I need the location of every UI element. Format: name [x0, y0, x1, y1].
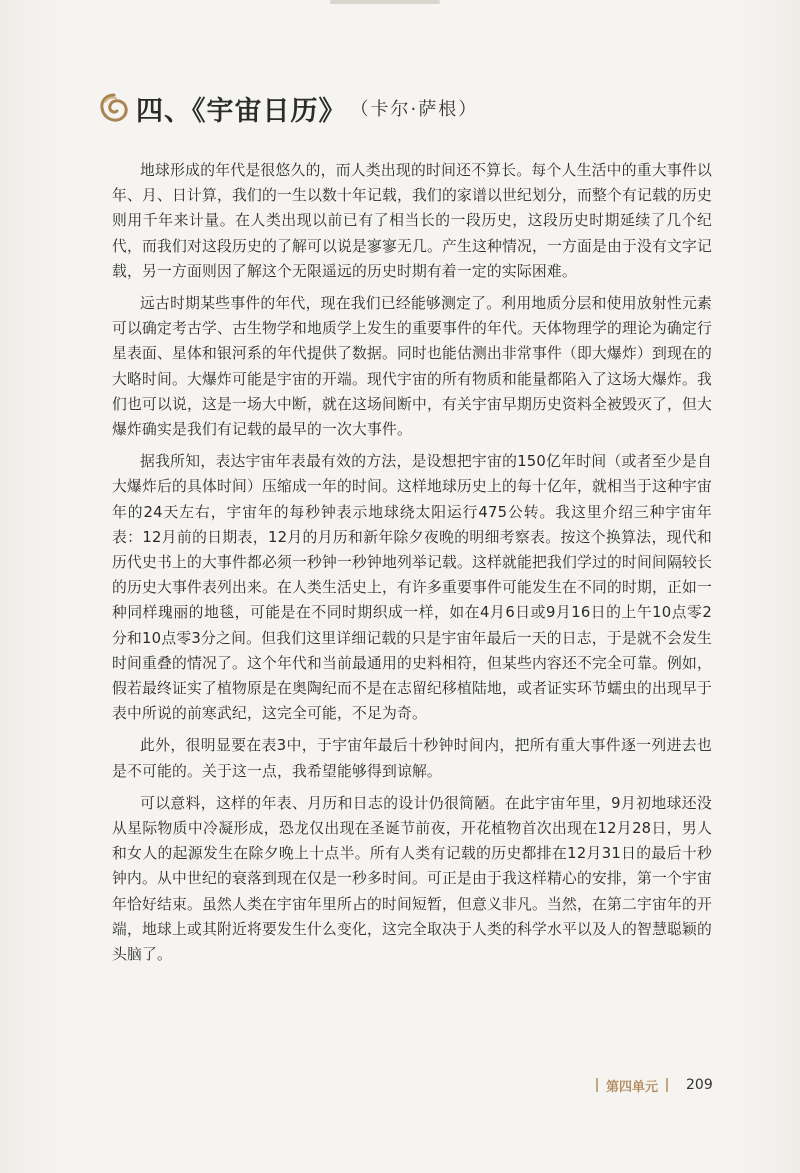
section-title: 四、《宇宙日历》 [136, 95, 347, 127]
section-heading [98, 88, 478, 128]
paragraph-2: 远古时期某些事件的年代，现在我们已经能够测定了。利用地质分层和使用放射性元素可以确定考古学、古生物学和地质学上发生的重要事件的年代。天体物理学的理论为确定行星表面、星体和银河系的年代提供了数据。同时也能估测出非常事件（即大爆炸）到现在的大略时间。大爆炸可能是宇宙的开端。现代宇宙的所有物质和能量都陷入了这场大爆炸。我们也可以说，这是一场大中断，就在这场间断中，有关宇宙早期历史资料全被毁灭了，但大爆炸确实是我们有记载的最早的一次大事件。 [112, 295, 712, 439]
paragraph-3: 据我所知，表达宇宙年表最有效的方法，是设想把宇宙的150亿年时间（或者至少是自大爆炸后的具体时间）压缩成一年的时间。这样地球历史上的每十亿年，就相当于这种宇宙年的24天左右，宇宙年的每秒钟表示地球绕太阳运行475公转。我这里介绍三种宇宙年表：12月前的日期表，12月的月历和新年除夕夜晚的明细考察表。按这个换算法，现代和历代史书上的大事件都必须一秒钟一秒钟地列举记载。这样就能把我们学过的时间间隔较长的历史大事件表列出来。在人类生活史上，有许多重要事件可能发生在不同的时期，正如一种同样瑰丽的地毯，可能是在不同时期织成一样，如在4月6日或9月16日的上午10点零2分和10点零3分之间。但我们这里详细记载的只是宇宙年最后一天的日志，于是就不会发生时间重叠的情况了。这个年代和当前最通用的史料相符，但某些内容还不完全可靠。例如，假若最终证实了植物原是在奥陶纪而不是在志留纪移植陆地，或者证实环节蠕虫的出现早于表中所说的前寒武纪，这完全可能，不足为奇。 [112, 453, 712, 723]
page-footer [588, 1073, 713, 1097]
paragraph-1: 地球形成的年代是很悠久的，而人类出现的时间还不算长。每个人生活中的重大事件以年、月、日计算，我们的一生以数十年记载，我们的家谱以世纪划分，而整个有记载的历史则用千年来计量。在人类出现以前已有了相当长的一段历史，这段历史时期延续了几个纪代，而我们对这段历史的了解可以说是寥寥无几。产生这种情况，一方面是由于没有文字记载，另一方面则因了解这个无限遥远的历史时期有着一定的实际困难。 [112, 162, 712, 280]
footer-divider-right [666, 1078, 668, 1092]
paragraph-4: 此外，很明显要在表3中，于宇宙年最后十秒钟时间内，把所有重大事件逐一列进去也是不可能的。关于这一点，我希望能够得到谅解。 [112, 737, 712, 780]
footer-divider-left [596, 1078, 598, 1092]
paragraph-5: 可以意料，这样的年表、月历和日志的设计仍很简陋。在此宇宙年里，9月初地球还没从星际物质中冷凝形成，恐龙仅出现在圣诞节前夜，开花植物首次出现在12月28日，男人和女人的起源发生在除夕晚上十点半。所有人类有记载的历史都排在12月31日的最后十秒钟内。从中世纪的衰落到现在仅是一秒多时间。可正是由于我这样精心的安排，第一个宇宙年恰好结束。虽然人类在宇宙年里所占的时间短暂，但意义非凡。当然，在第二宇宙年的开端，地球上或其附近将要发生什么变化，这完全取决于人类的科学水平以及人的智慧聪颖的头脑了。 [112, 794, 712, 964]
article-body [112, 158, 712, 974]
page-top-shadow [330, 0, 440, 4]
page-number: 209 [686, 1077, 713, 1093]
unit-label: 第四单元 [606, 1079, 659, 1095]
swirl-ornament-icon [98, 92, 130, 124]
section-author: （卡尔·萨根） [350, 99, 479, 120]
